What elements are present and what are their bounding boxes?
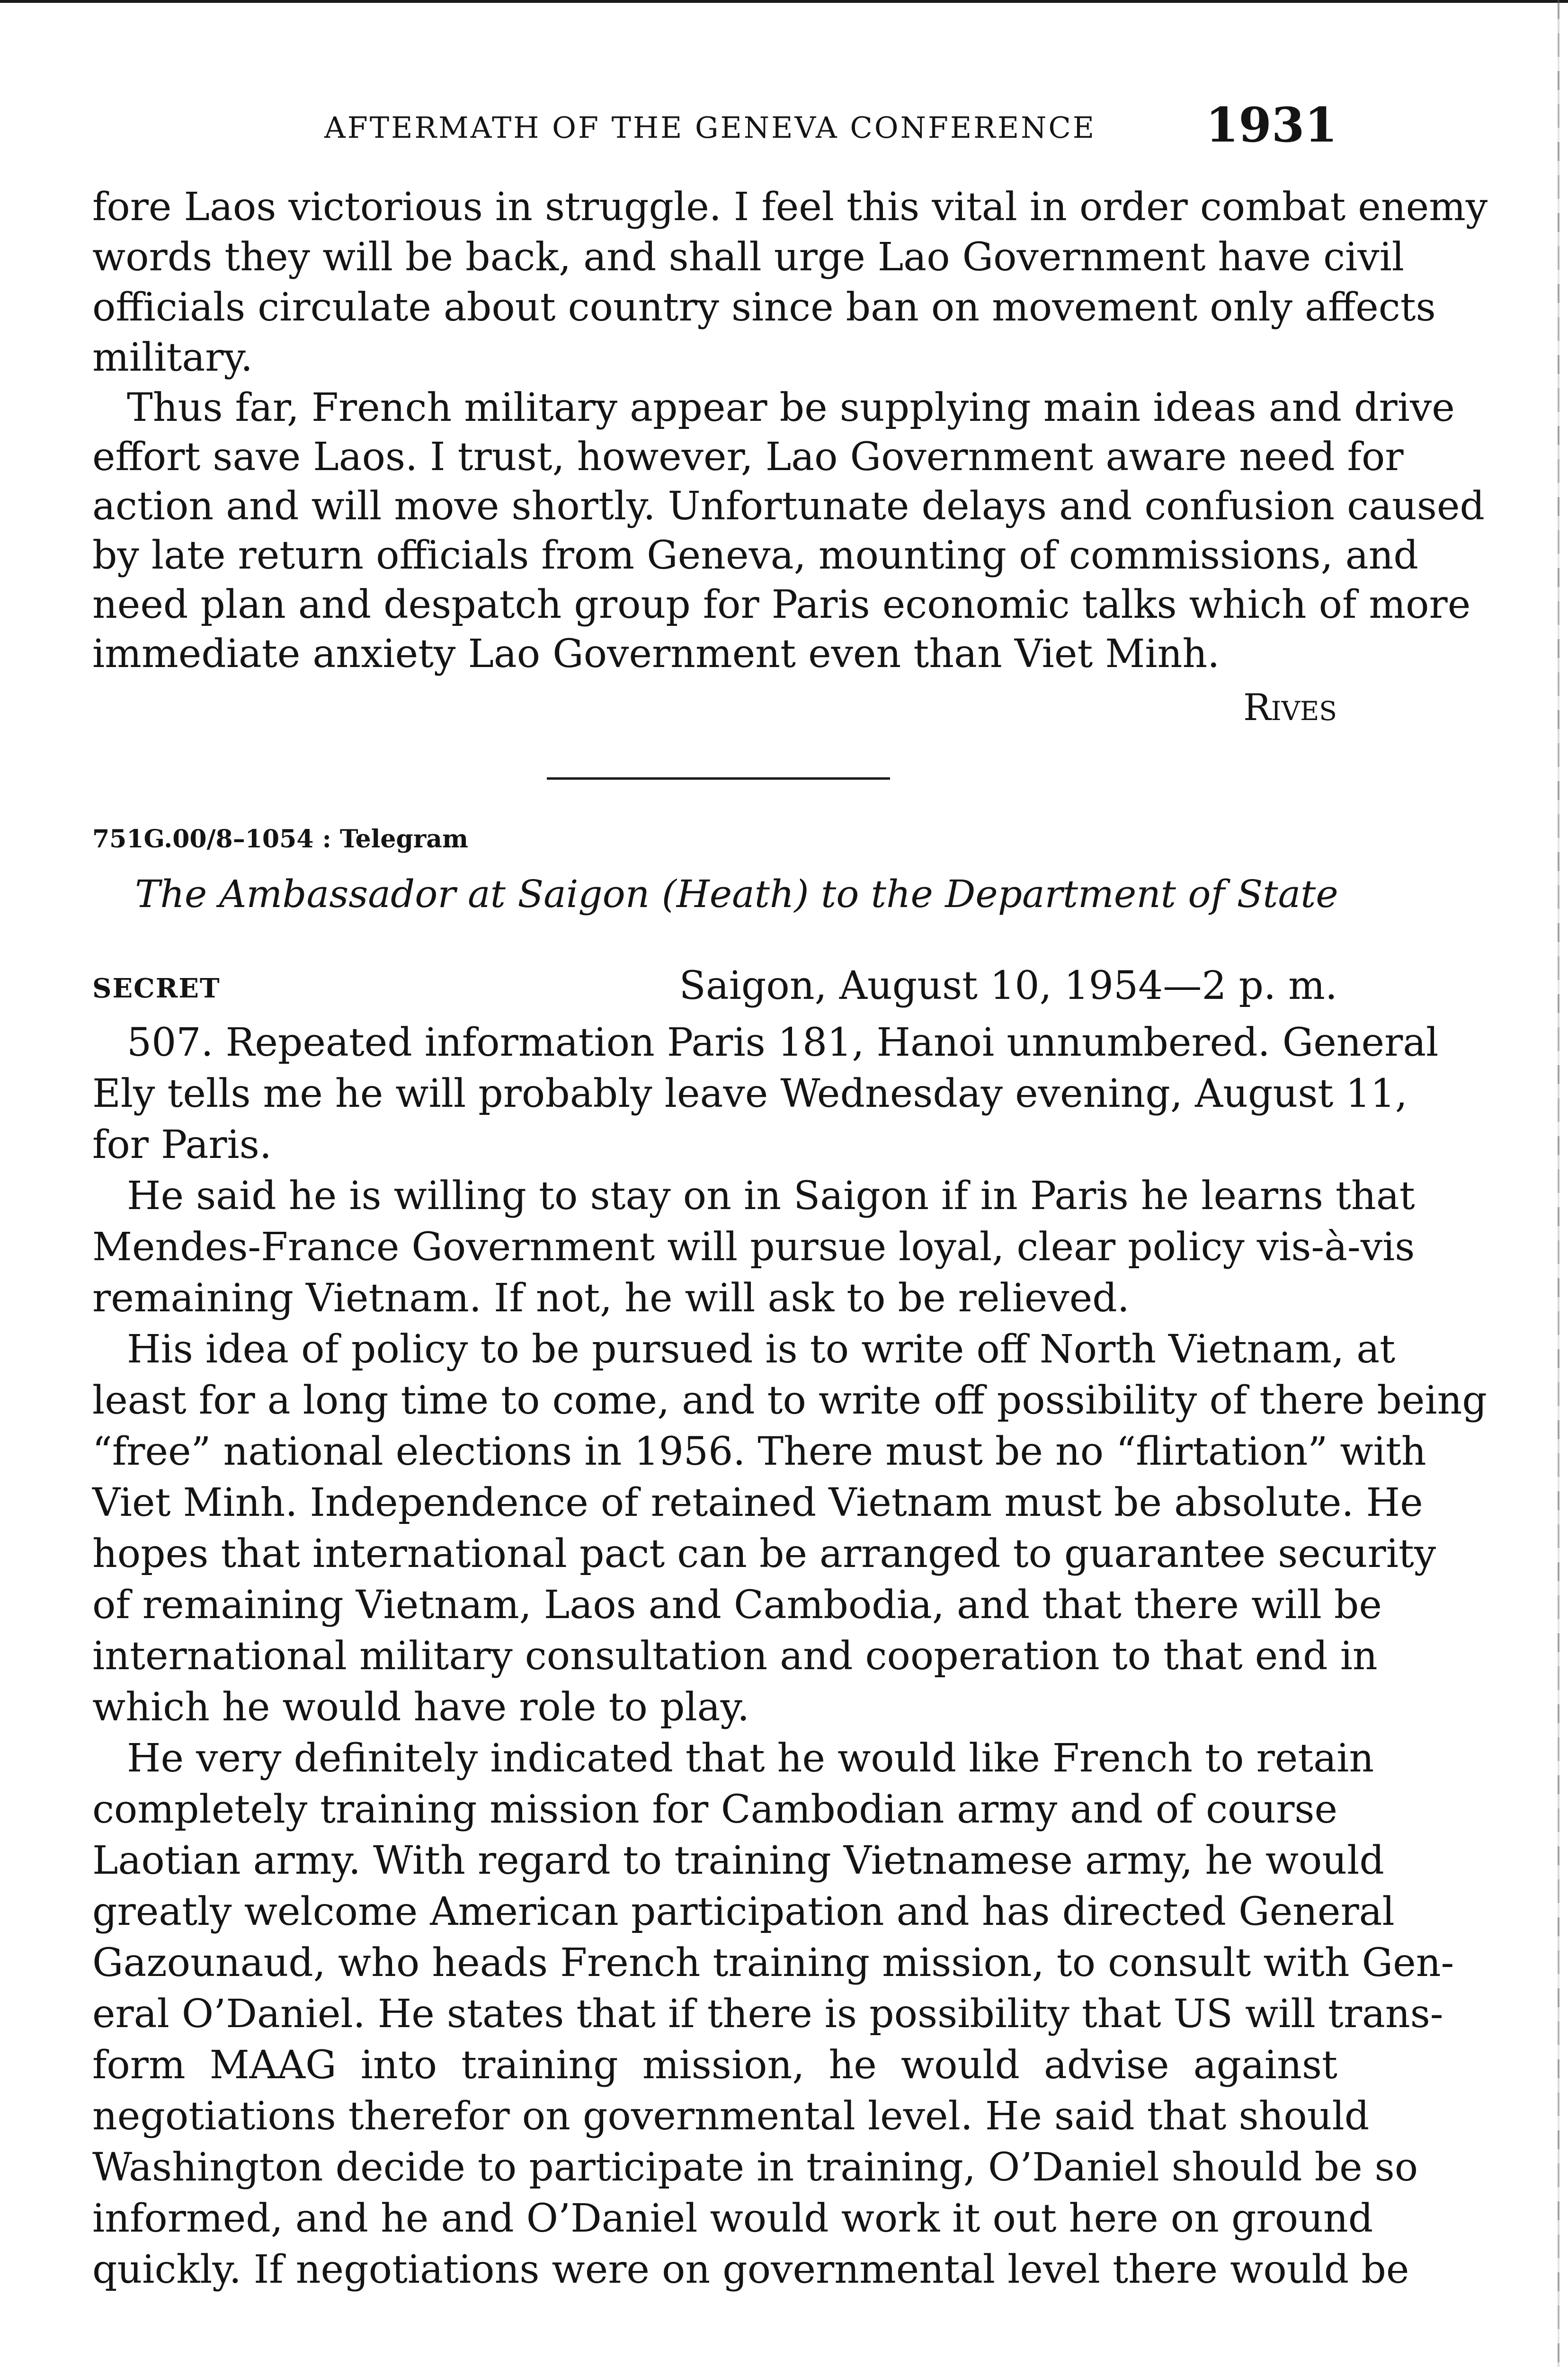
page-edge-shadow: [1558, 0, 1559, 2367]
running-header: [92, 97, 1337, 159]
text-line: form MAAG into training mission, he would advise against: [92, 2043, 1337, 2088]
text-line: which he would have role to play.: [92, 1685, 750, 1730]
text-line: least for a long time to come, and to write off possibility of there being: [92, 1378, 1487, 1423]
text-line: Laotian army. With regard to training Vietnamese army, he would: [92, 1838, 1384, 1883]
text-line: for Paris.: [92, 1122, 272, 1167]
running-title: AFTERMATH OF THE GENEVA CONFERENCE: [324, 110, 1096, 145]
text-line: by late return officials from Geneva, mounting of commissions, and: [92, 533, 1418, 578]
text-line: effort save Laos. I trust, however, Lao Government aware need for: [92, 435, 1404, 480]
text-line: international military consultation and cooperation to that end in: [92, 1634, 1378, 1679]
text-line: fore Laos victorious in struggle. I feel this vital in order combat enemy: [92, 185, 1488, 230]
text-line: completely training mission for Cambodian army and of course: [92, 1787, 1337, 1832]
text-line: Viet Minh. Independence of retained Vietnam must be absolute. He: [92, 1480, 1423, 1525]
text-line: quickly. If negotiations were on governmental level there would be: [92, 2247, 1409, 2292]
text-line: of remaining Vietnam, Laos and Cambodia, and that there will be: [92, 1583, 1382, 1628]
text-line: remaining Vietnam. If not, he will ask to be relieved.: [92, 1276, 1130, 1321]
file-reference: 751G.00/8–1054 : Telegram: [92, 825, 468, 854]
text-line: His idea of policy to be pursued is to write off North Vietnam, at: [127, 1327, 1396, 1372]
section-divider: [547, 777, 890, 780]
text-line: Thus far, French military appear be supplying main ideas and drive: [127, 385, 1455, 430]
text-line: action and will move shortly. Unfortunate delays and confusion caused: [92, 484, 1485, 529]
text-line: informed, and he and O’Daniel would work it out here on ground: [92, 2196, 1373, 2241]
text-line: eral O’Daniel. He states that if there is possibility that US will trans-: [92, 1992, 1443, 2037]
page-number: 1931: [1205, 97, 1337, 153]
text-line: Mendes-France Government will pursue loyal, clear policy vis-à-vis: [92, 1225, 1415, 1270]
dateline: Saigon, August 10, 1954—2 p. m.: [679, 963, 1337, 1008]
text-line: 507. Repeated information Paris 181, Hanoi unnumbered. General: [127, 1020, 1439, 1065]
text-line: Gazounaud, who heads French training mission, to consult with Gen-: [92, 1940, 1454, 1985]
text-line: need plan and despatch group for Paris economic talks which of more: [92, 582, 1471, 627]
text-line: military.: [92, 335, 253, 380]
text-line: Washington decide to participate in training, O’Daniel should be so: [92, 2145, 1418, 2190]
text-line: Ely tells me he will probably leave Wednesday evening, August 11,: [92, 1071, 1408, 1116]
text-line: “free” national elections in 1956. There must be no “flirtation” with: [92, 1429, 1426, 1474]
text-line: He very definitely indicated that he would like French to retain: [127, 1736, 1374, 1781]
text-line: negotiations therefor on governmental level. He said that should: [92, 2094, 1370, 2139]
text-line: immediate anxiety Lao Government even than Viet Minh.: [92, 632, 1220, 676]
text-line: He said he is willing to stay on in Saigon if in Paris he learns that: [127, 1174, 1415, 1219]
document-heading: The Ambassador at Saigon (Heath) to the Department of State: [135, 872, 1338, 916]
text-line: hopes that international pact can be arranged to guarantee security: [92, 1531, 1436, 1576]
classification-label: SECRET: [92, 973, 221, 1004]
signature: Rives: [1243, 686, 1337, 729]
text-line: greatly welcome American participation and has directed General: [92, 1889, 1395, 1934]
text-line: words they will be back, and shall urge Lao Government have civil: [92, 235, 1405, 280]
top-border-rule: [0, 0, 1568, 3]
text-line: officials circulate about country since ban on movement only affects: [92, 285, 1436, 330]
